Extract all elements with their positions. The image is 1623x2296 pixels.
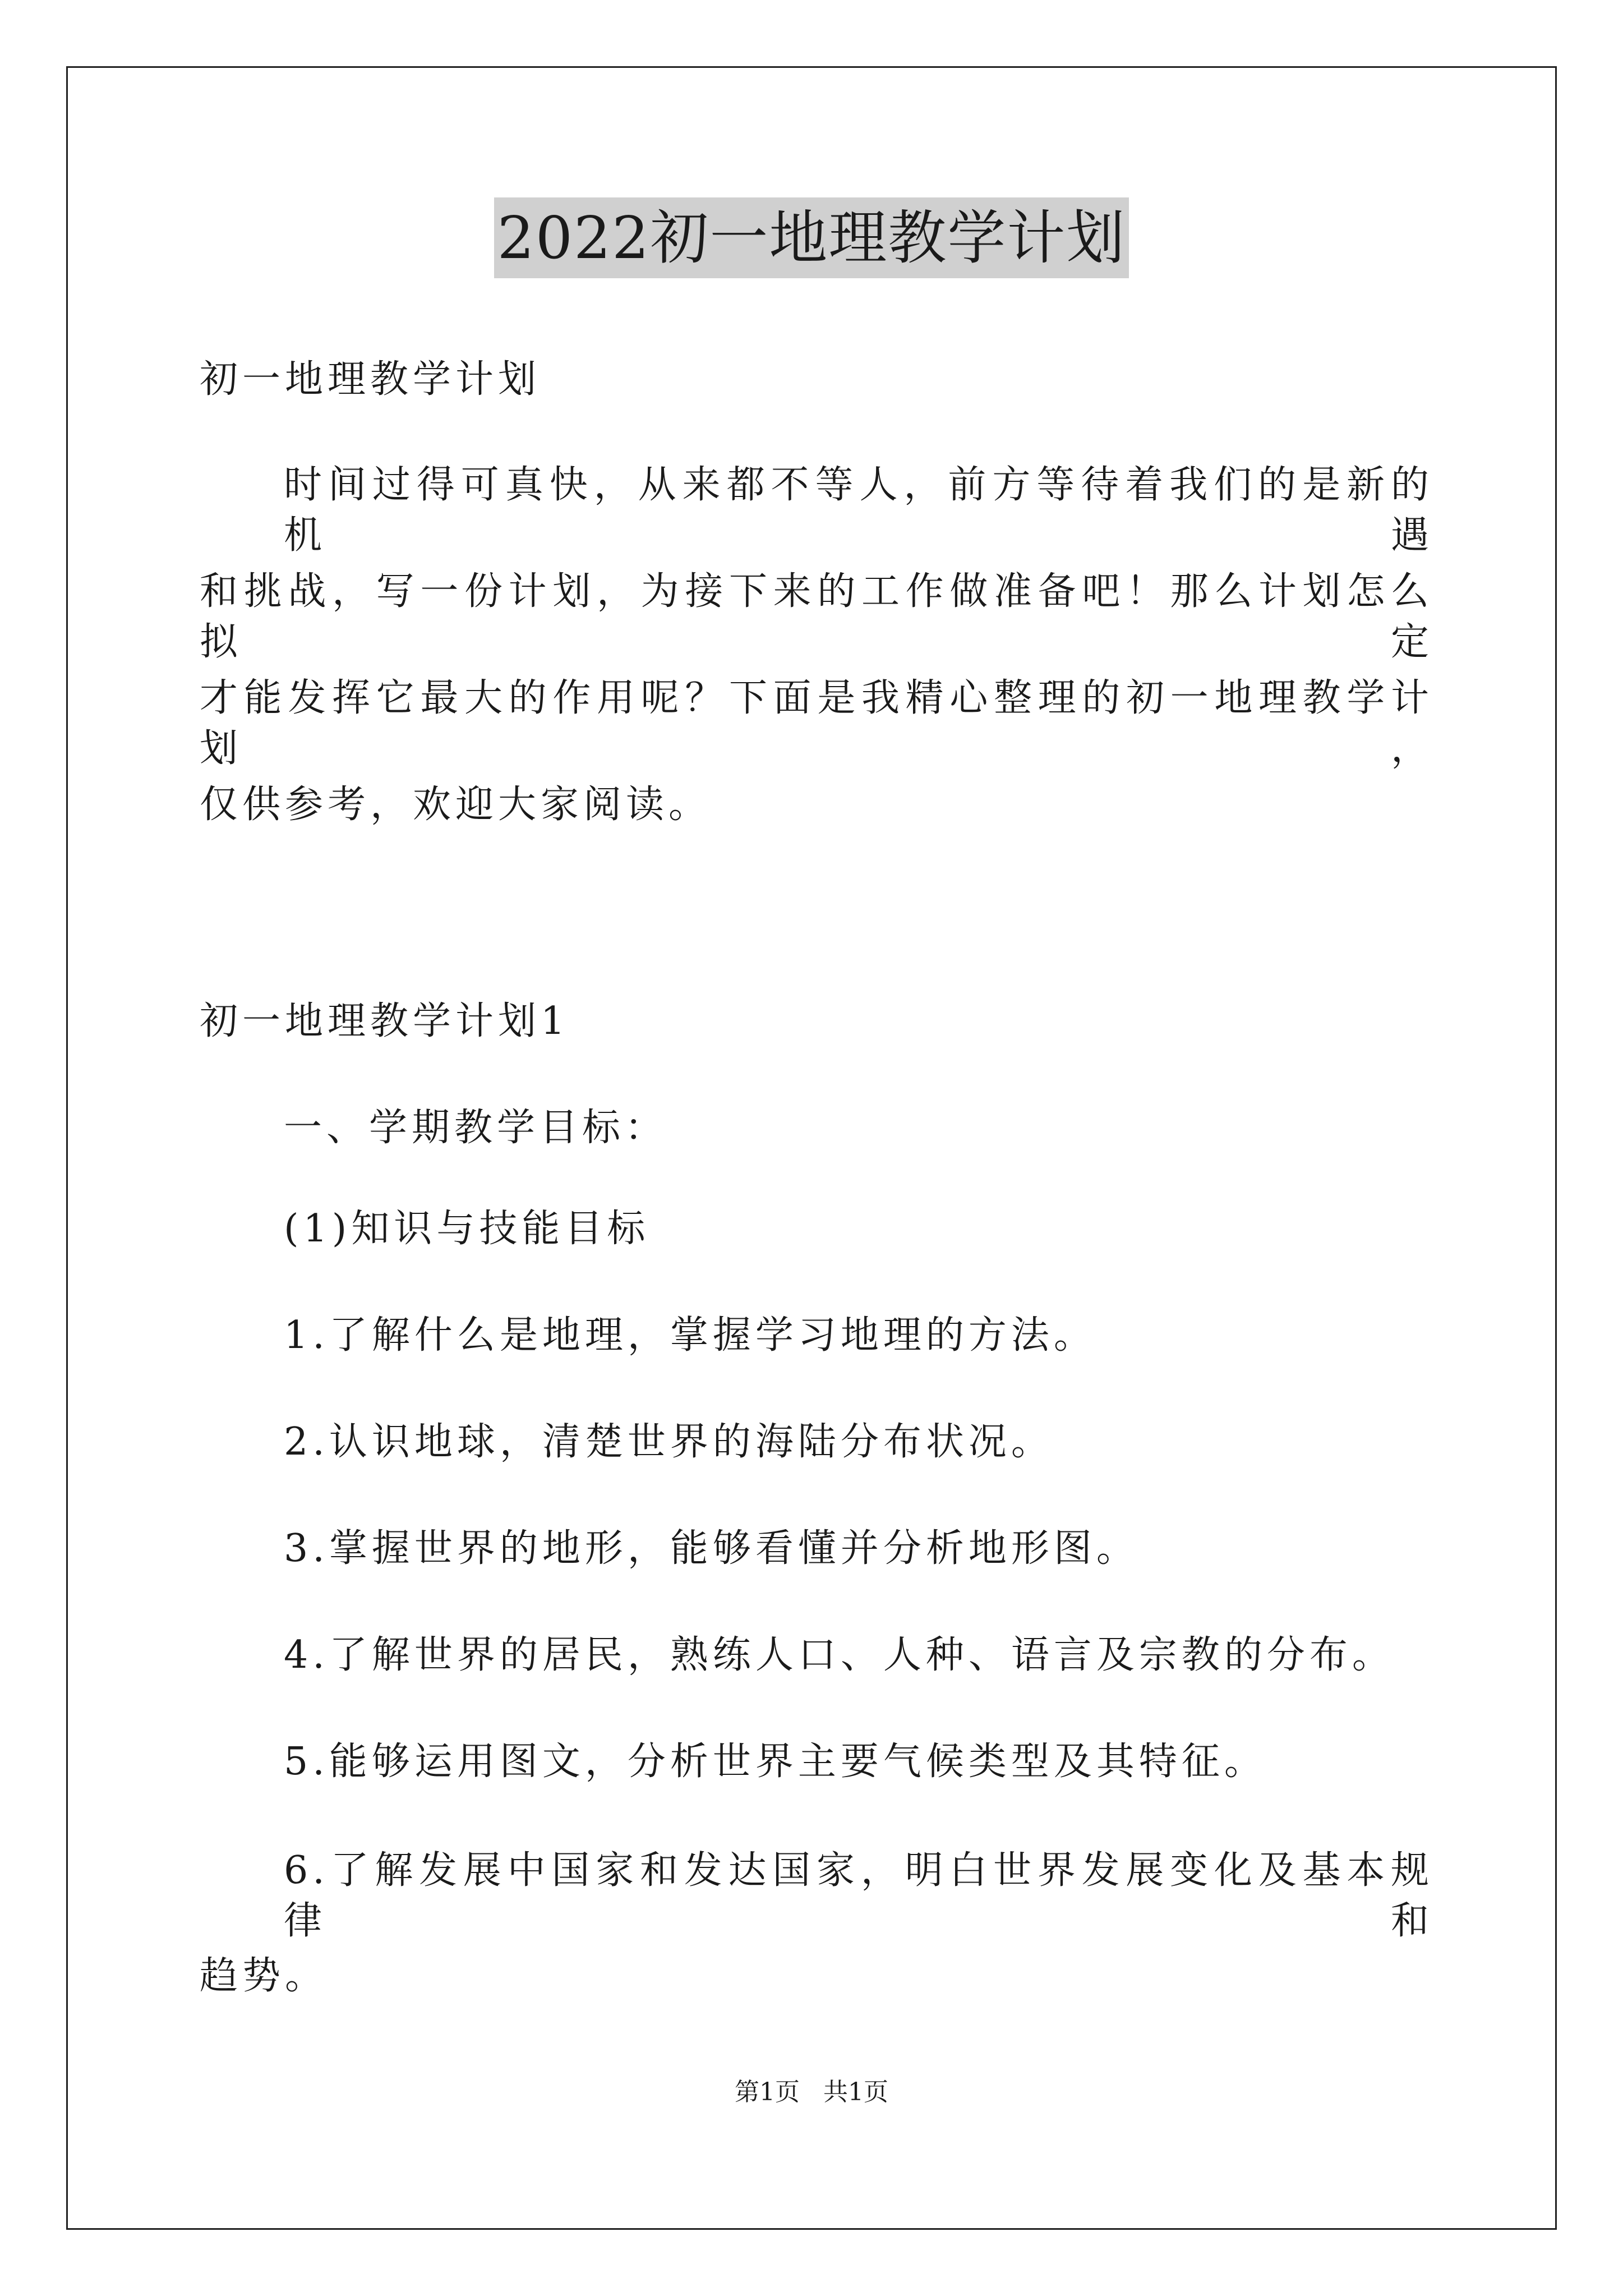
subtitle: 初一地理教学计划 — [200, 357, 541, 402]
list-item: 4.了解世界的居民，熟练人口、人种、语言及宗教的分布。 — [284, 1633, 1395, 1677]
list-item: 1.了解什么是地理，掌握学习地理的方法。 — [284, 1313, 1096, 1358]
section-heading: 初一地理教学计划1 — [200, 999, 570, 1043]
page-number: 第1页 — [735, 2078, 800, 2106]
title-container — [0, 197, 1623, 278]
list-item-continuation: 趋势。 — [200, 1954, 328, 1998]
page-total: 共1页 — [823, 2078, 888, 2106]
intro-line-4: 仅供参考，欢迎大家阅读。 — [200, 783, 712, 827]
sub-heading: (1)知识与技能目标 — [284, 1207, 650, 1251]
list-item: 6.了解发展中国家和发达国家，明白世界发展变化及基本规律和 — [284, 1848, 1433, 1943]
list-item: 2.认识地球，清楚世界的海陆分布状况。 — [284, 1420, 1054, 1464]
part-heading: 一、学期教学目标： — [284, 1106, 668, 1150]
intro-line-1: 时间过得可真快，从来都不等人，前方等待着我们的是新的机遇 — [284, 463, 1433, 558]
list-item: 3.掌握世界的地形，能够看懂并分析地形图。 — [284, 1526, 1139, 1571]
intro-line-3: 才能发挥它最大的作用呢？下面是我精心整理的初一地理教学计划， — [200, 676, 1433, 771]
page-footer — [0, 2076, 1623, 2109]
document-title: 2022初一地理教学计划 — [494, 197, 1129, 278]
list-item: 5.能够运用图文，分析世界主要气候类型及其特征。 — [284, 1740, 1267, 1784]
intro-line-2: 和挑战，写一份计划，为接下来的工作做准备吧！那么计划怎么拟定 — [200, 569, 1433, 664]
